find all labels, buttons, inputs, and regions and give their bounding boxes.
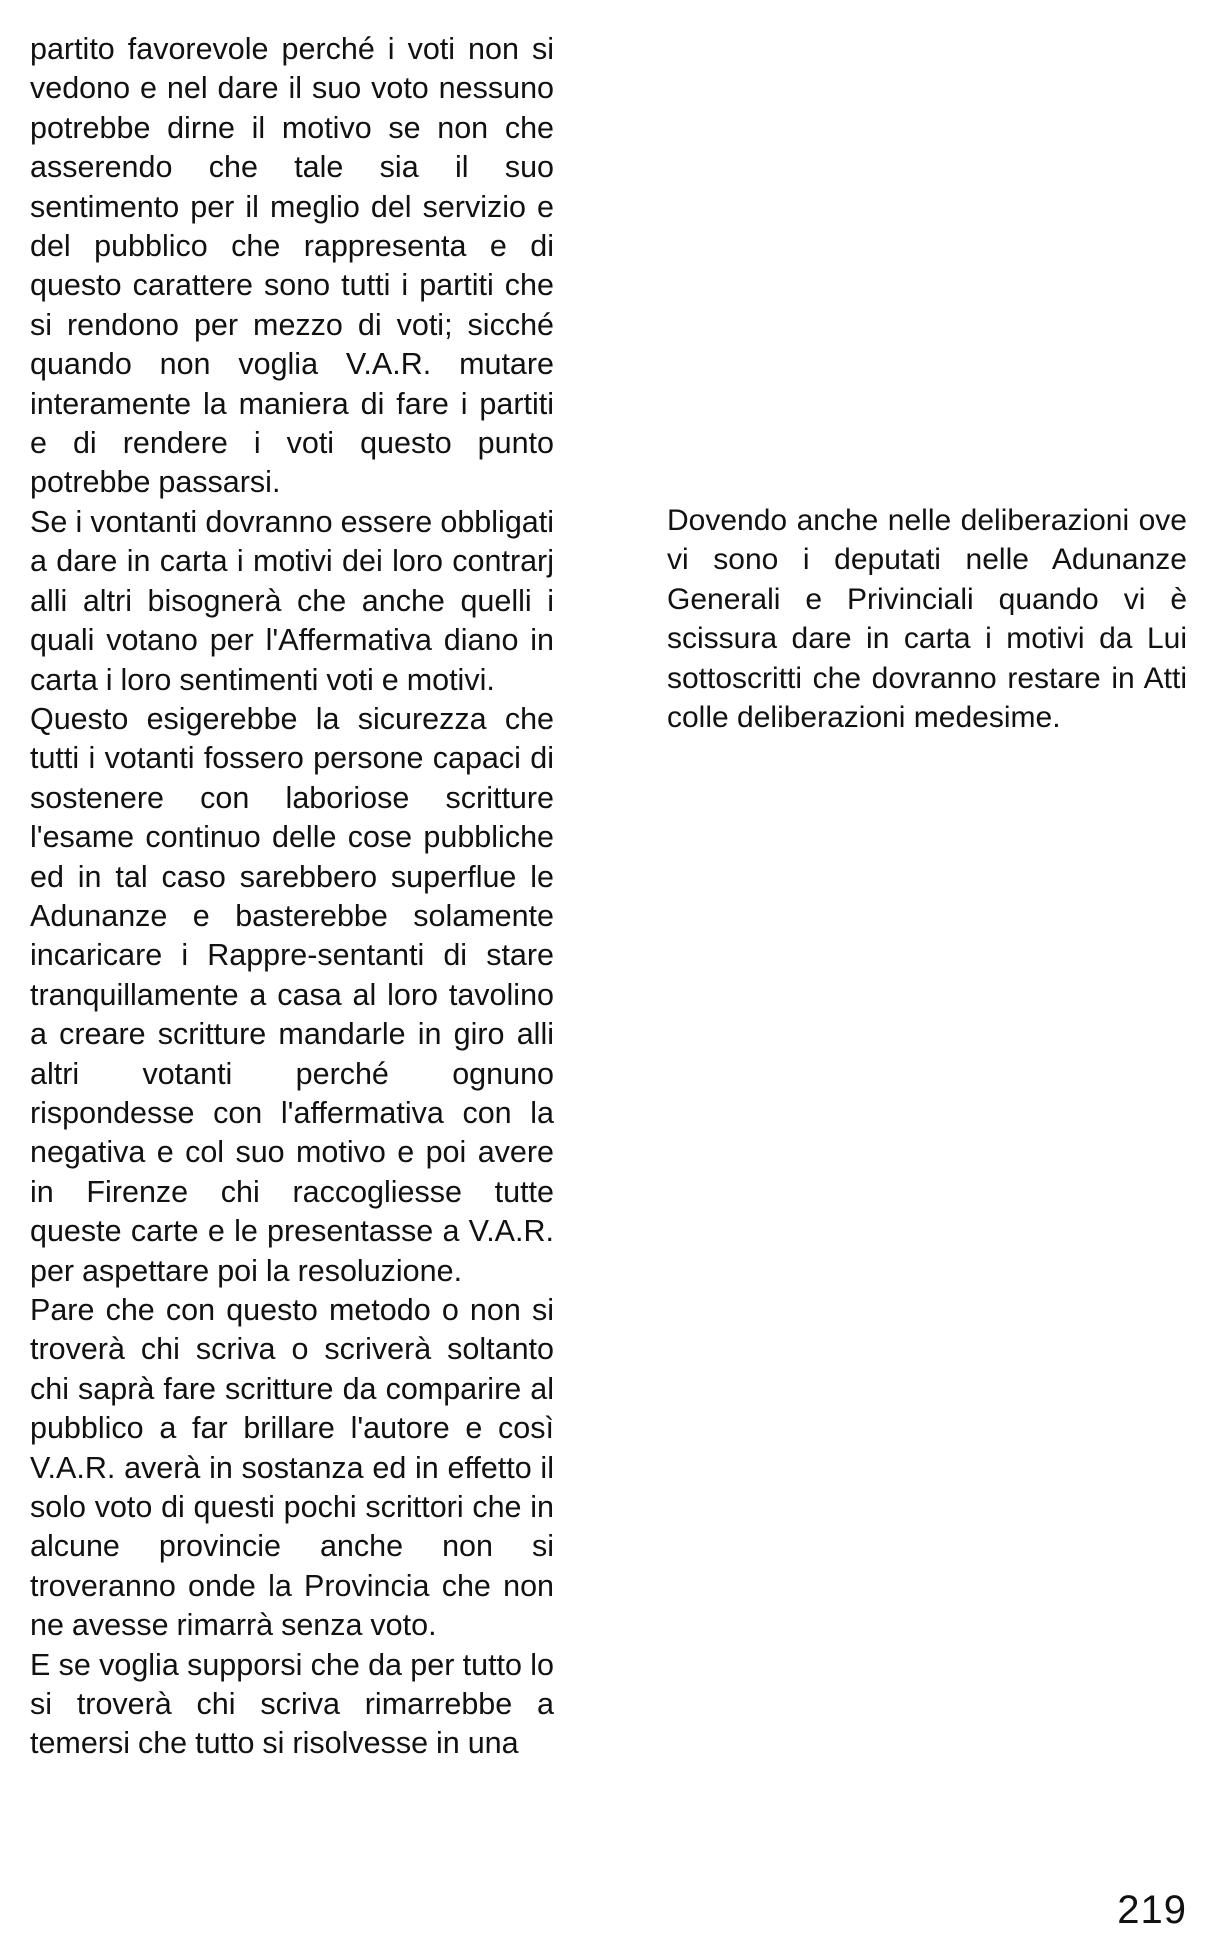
main-text-column xyxy=(30,30,554,1764)
paragraph-partito-favorevole: partito favorevole perché i voti non si vedono e nel dare il suo voto nessuno potrebbe dirne il motivo se non che asserendo che tale sia il suo sentimento per il meglio del servizio e del pubblico che rappresenta e di questo carattere sono tutti i partiti che si rendono per mezzo di voti; sicché quando non voglia V.A.R. mutare interamente la maniera di fare i partiti e di rendere i voti questo punto potrebbe passarsi. xyxy=(30,32,554,500)
paragraph-pare-che: Pare che con questo metodo o non si troverà chi scriva o scriverà soltanto chi saprà fare scritture da comparire al pubblico a far brillare l'autore e così V.A.R. averà in sostanza ed in effetto il solo voto di questi pochi scrittori che in alcune provincie anche non si troveranno onde la Provincia che non ne avesse rimarrà senza voto. xyxy=(30,1293,554,1643)
paragraph-questo-esigerebbe: Questo esigerebbe la sicurezza che tutti i votanti fossero persone capaci di sostenere con laboriose scritture l'esame continuo delle cose pubbliche ed in tal caso sarebbero superflue le Adunanze e basterebbe solamente incaricare i Rappre-sentanti di stare tranquillamente a casa al loro tavolino a creare scritture mandarle in giro alli altri votanti perché ognuno rispondesse con l'affermativa con la negativa e col suo motivo e poi avere in Firenze chi raccogliesse tutte queste carte e le presentasse a V.A.R. per aspettare poi la resoluzione. xyxy=(30,701,554,1288)
paragraph-se-i-vontanti: Se i vontanti dovranno essere obbligati a dare in carta i motivi dei loro contrarj alli altri bisognerà che anche quelli i quali votano per l'Affermativa diano in carta i loro sentimenti voti e motivi. xyxy=(30,504,554,697)
margin-note-column xyxy=(667,501,1187,737)
page-number: 219 xyxy=(1117,1888,1187,1932)
margin-note-dovendo: Dovendo anche nelle deliberazioni ove vi sono i deputati nelle Adunanze Generali e Privinciali quando vi è scissura dare in carta i motivi da Lui sottoscritti che dovranno restare in Atti colle deliberazioni medesime. xyxy=(667,504,1187,735)
paragraph-e-se-voglia: E se voglia supporsi che da per tutto lo si troverà chi scriva rimarrebbe a temersi che tutto si risolvesse in una xyxy=(30,1647,554,1761)
